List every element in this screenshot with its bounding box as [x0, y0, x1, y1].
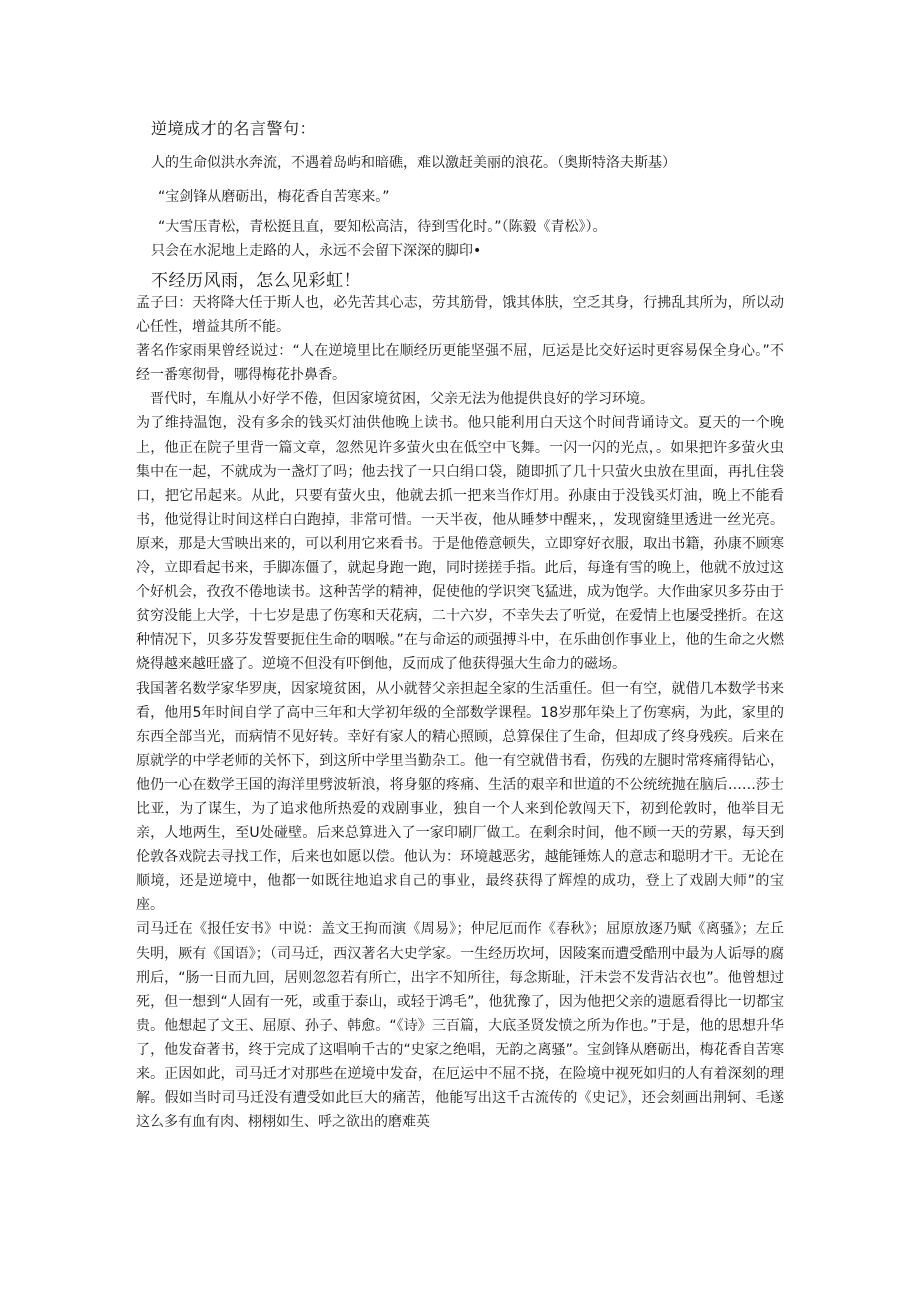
paragraph-hua-luogeng-shakespeare: 我国著名数学家华罗庚，因家境贫困，从小就替父亲担起全家的生活重任。但一有空，就借几本数学书来看，他用5年时间自学了高中三年和大学初年级的全部数学课程。18岁那年染上了伤寒病，为此，家里的东西全部当光，而病情不见好转。幸好有家人的精心照顾，总算保住了生命，但却成了终身残疾。后来在原就学的中学老师的关怀下，到这所中学里当勤杂工。他一有空就借书看，伤残的左腿时常疼痛得钻心，他仍一心在数学王国的海洋里劈波斩浪，将身躯的疼痛、生活的艰辛和世道的不公统统抛在脑后……莎士比亚，为了谋生，为了追求他所热爱的戏剧事业，独自一个人来到伦敦闯天下，初到伦敦时，他举目无亲，人地两生，至U处碰壁。后来总算进入了一家印刷厂做工。在剩余时间，他不顾一天的劳累，每天到伦敦各戏院去寻找工作，后来也如愿以偿。他认为：环境越恶劣，越能锤炼人的意志和聪明才干。无论在顺境，还是逆境中，他都一如既往地追求自己的事业，最终获得了辉煌的成功，登上了戏剧大师”的宝座。: [136, 680, 784, 914]
quote-footprints: 只会在水泥地上走路的人，永远不会留下深深的脚印•: [151, 243, 482, 259]
document-title: 逆境成才的名言警句：: [151, 119, 317, 138]
paragraph-che-yin: 晋代时，车胤从小好学不倦，但因家境贫困，父亲无法为他提供良好的学习环境。: [150, 391, 654, 408]
section-headline: 不经历风雨，怎么见彩虹！: [151, 271, 361, 291]
paragraph-mencius: 孟子曰：天将降大任于斯人也，必先苦其心志，劳其筋骨，饿其体肤，空乏其身，行拂乱其所为，所以动心任性，增益其所不能。: [136, 295, 784, 336]
quote-ostrovsky: 人的生命似洪水奔流，不遇着岛屿和暗礁，难以激赶美丽的浪花。（奥斯特洛夫斯基）: [151, 155, 676, 171]
paragraph-fireflies-beethoven: 为了维持温饱，没有多余的钱买灯油供他晚上读书。他只能利用白天这个时间背诵诗文。夏天的一个晚上，他正在院子里背一篇文章，忽然见许多萤火虫在低空中飞舞。一闪一闪的光点，。如果把许多萤火虫集中在一起，不就成为一盏灯了吗；他去找了一只白绢口袋，随即抓了几十只萤火虫放在里面，再扎住袋口，把它吊起来。从此，只要有萤火虫，他就去抓一把来当作灯用。孙康由于没钱买灯油，晚上不能看书，他觉得让时间这样白白跑掉，非常可惜。一天半夜，他从睡梦中醒来，，发现窗缝里透进一丝光亮。原来，那是大雪映出来的，可以利用它来看书。于是他倦意顿失，立即穿好衣服，取出书籍，孙康不顾寒冷，立即看起书来，手脚冻僵了，就起身跑一跑，同时搓搓手指。此后，每逢有雪的晚上，他就不放过这个好机会，孜孜不倦地读书。这种苦学的精神，促使他的学识突飞猛进，成为饱学。大作曲家贝多芬由于贫穷没能上大学，十七岁是患了伤寒和天花病，二十六岁，不幸失去了听觉，在爱情上也屡受挫折。在这种情况下，贝多芬发誓要扼住生命的咽喉。”在与命运的顽强搏斗中，在乐曲创作事业上，他的生命之火燃烧得越来越旺盛了。逆境不但没有吓倒他，反而成了他获得强大生命力的磁场。: [136, 415, 784, 673]
paragraph-sima-qian: 司马迁在《报任安书》中说：盖文王拘而演《周易》；仲尼厄而作《春秋》；屈原放逐乃赋《离骚》；左丘失明，厥有《国语》；（司马迁，西汉著名大史学家。一生经历坎坷，因陵案而遭受酷刑中最为人诟辱的腐刑后，“肠一日而九回，居则忽忽若有所亡，出字不知所往，每念斯耻，汗未尝不发背沾衣也”。他曾想过死，但一想到“人固有一死，或重于泰山，或轻于鸿毛”，他犹豫了，因为他把父亲的遗愿看得比一切都宝贵。他想起了文王、屈原、孙子、韩愈。“《诗》三百篇，大底圣贤发愤之所为作也。”于是，他的思想升华了，他发奋著书，终于完成了这唱响千古的“史家之绝唱，无韵之离骚”。宝剑锋从磨砺出，梅花香自苦寒来。正因如此，司马迁才对那些在逆境中发奋，在厄运中不屈不挠，在险境中视死如归的人有着深刻的理解。假如当时司马迁没有遭受如此巨大的痛苦，他能写出这千古流传的《史记》，还会刻画出荆轲、毛遂这么多有血有肉、栩栩如生、呼之欲出的磨难英: [136, 921, 784, 1131]
quote-chen-yi-pine: “大雪压青松，青松挺且直，要知松高洁，待到雪化时。”（陈毅《青松》）。: [158, 219, 607, 235]
paragraph-hugo: 著名作家雨果曾经说过：“人在逆境里比在顺经历更能坚强不屈，厄运是比交好运时更容易保全身心。”不经一番寒彻骨，哪得梅花扑鼻香。: [136, 343, 784, 384]
quote-sword-plum: “宝剑锋从磨砺出，梅花香自苦寒来。”: [158, 189, 390, 205]
body-text: [136, 291, 784, 1134]
